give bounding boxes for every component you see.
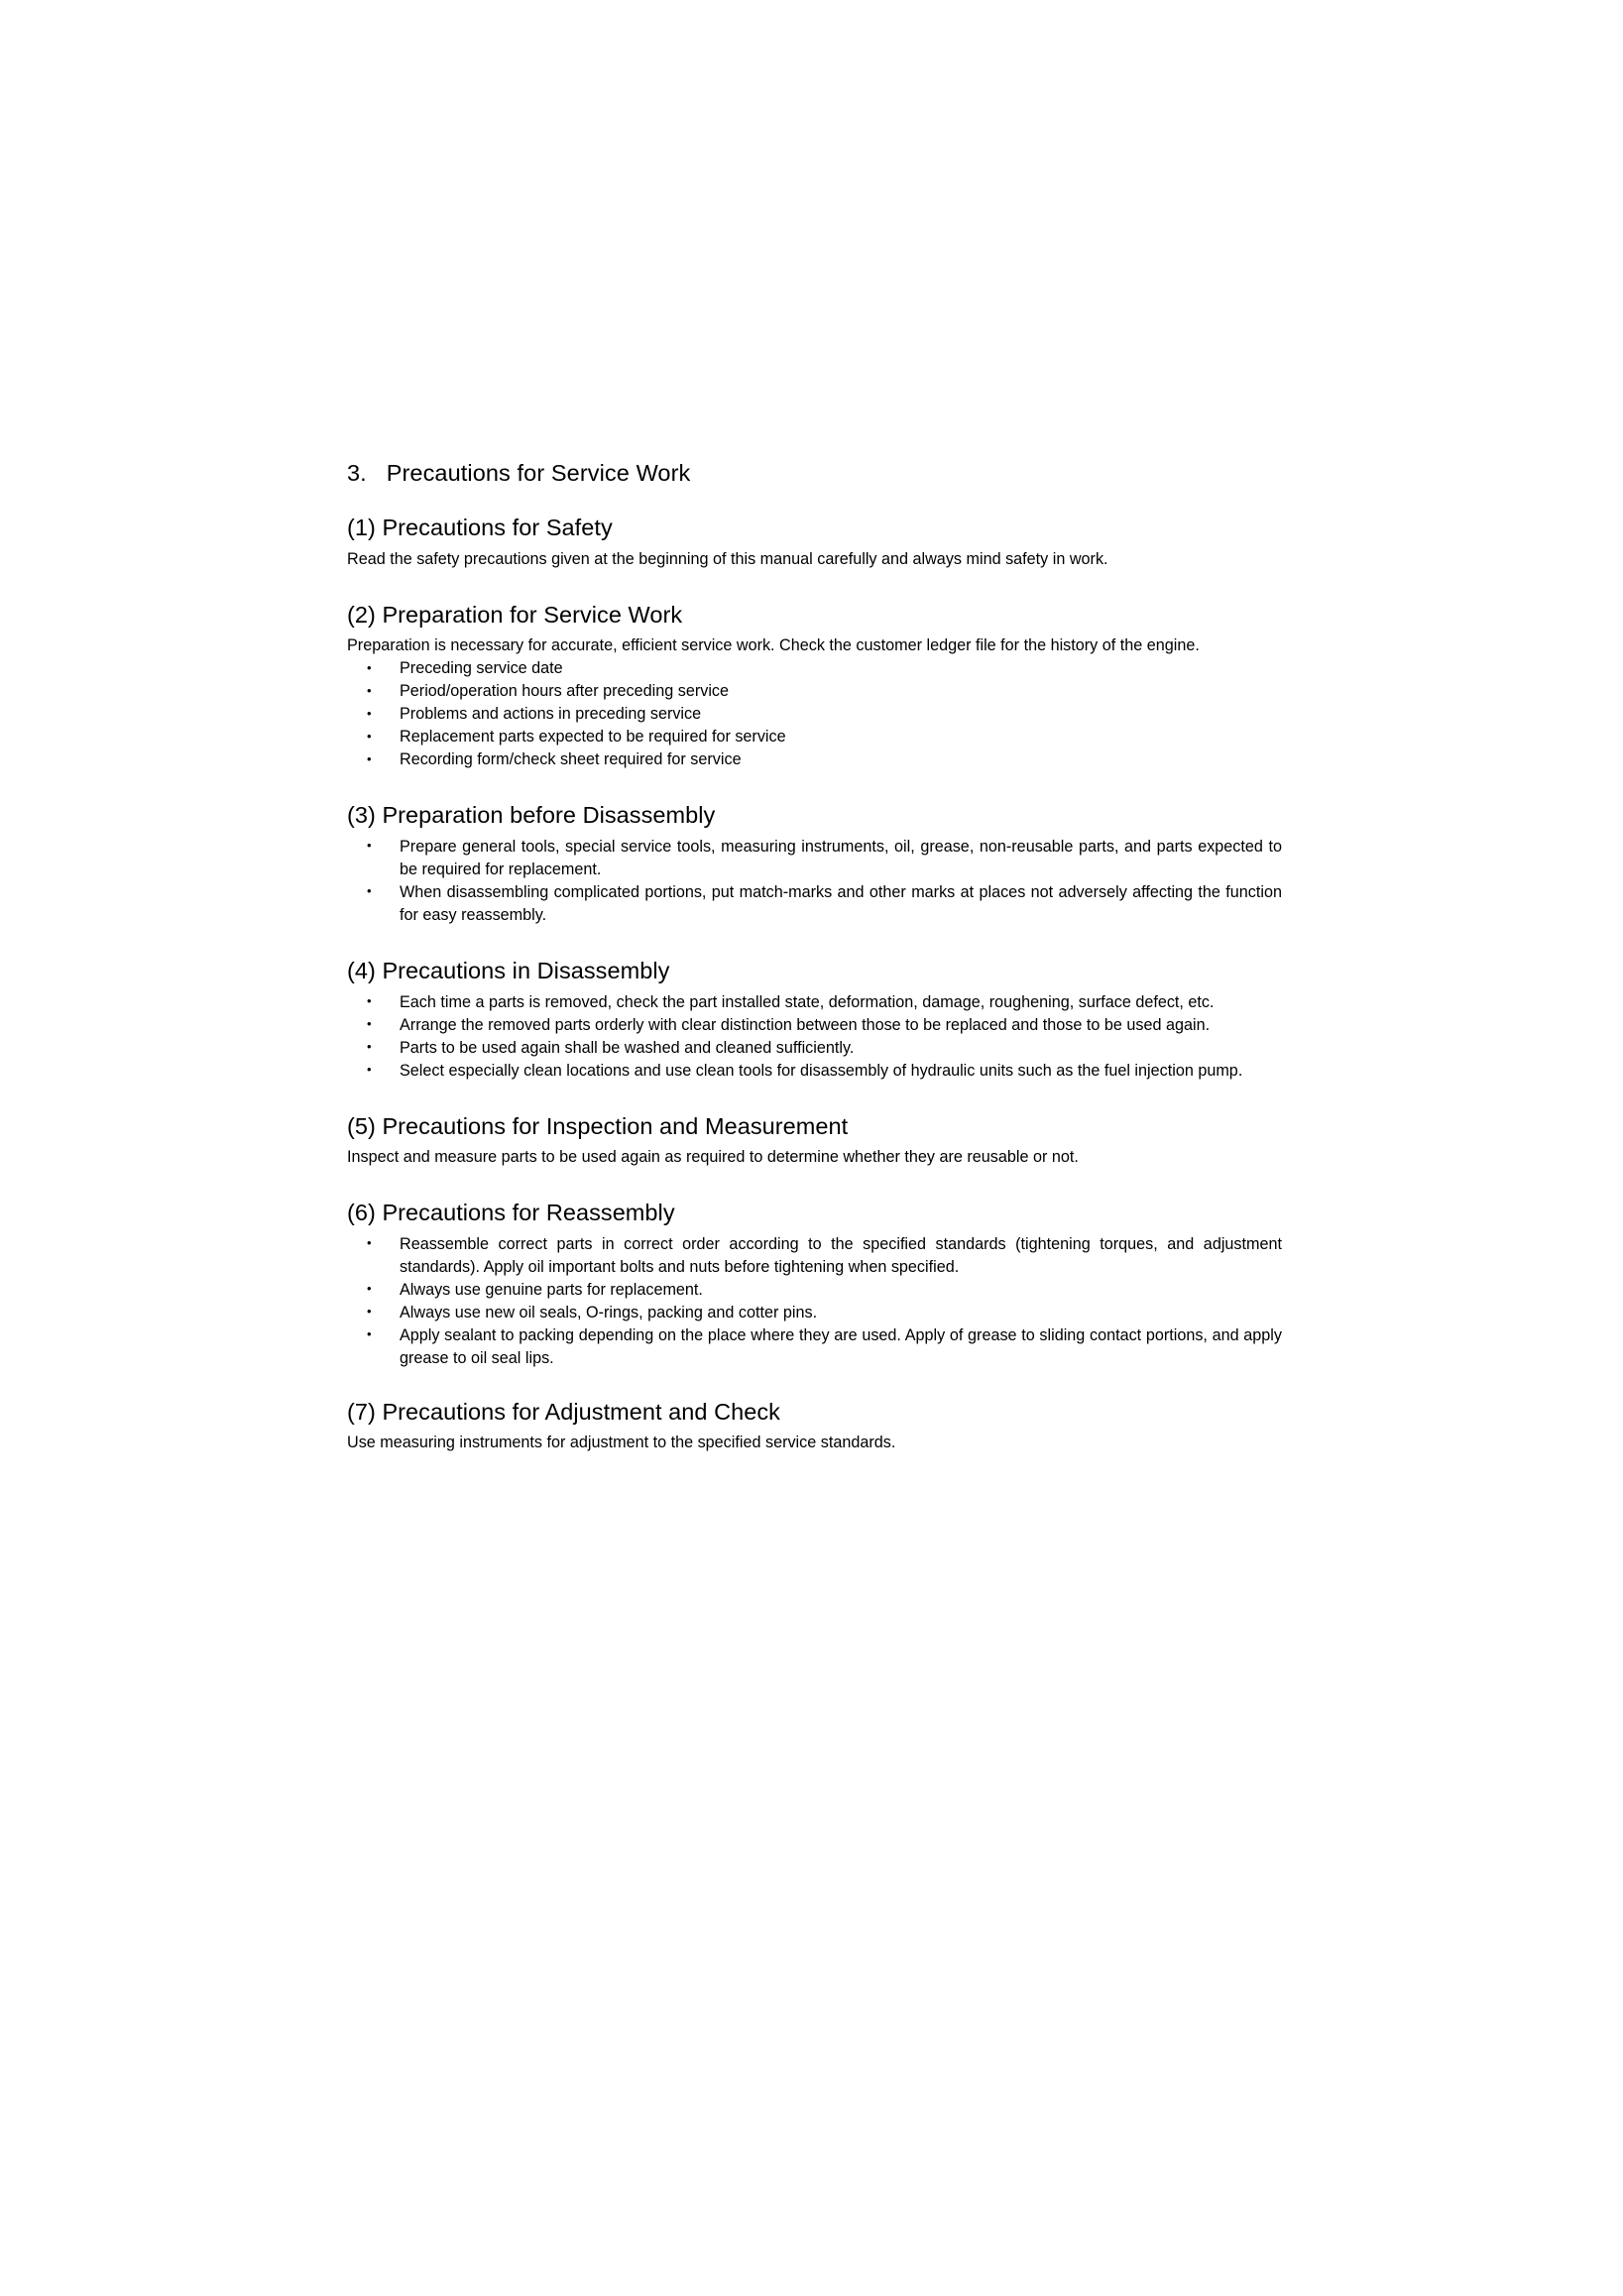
page-content [347, 458, 1282, 1454]
section-precautions-for-reassembly [347, 1199, 1282, 1370]
list-item: • Select especially clean locations and use clean tools for disassembly of hydraulic units such as the fuel injection pump. [367, 1060, 1282, 1083]
chapter-title-text: Precautions for Service Work [386, 460, 691, 486]
section-spacer [347, 1083, 1282, 1112]
section-spacer [347, 1370, 1282, 1398]
chapter-number: 3. [347, 460, 367, 486]
page-title [347, 458, 1282, 488]
section-heading: (5) Precautions for Inspection and Measurement [347, 1112, 849, 1139]
section-preparation-for-service-work [347, 601, 1282, 772]
section-body: Preparation is necessary for accurate, efficient service work. Check the customer ledger file for the history of the engine. [347, 636, 1200, 655]
section-precautions-for-inspection-and-measurement [347, 1112, 1282, 1170]
section-spacer [347, 571, 1282, 601]
list-item: • Always use new oil seals, O-rings, packing and cotter pins. [367, 1302, 1282, 1324]
bullet-list [347, 657, 1282, 771]
bullet-list [347, 991, 1282, 1083]
section-body: Read the safety precautions given at the beginning of this manual carefully and always mind safety in work. [347, 549, 1108, 568]
section-spacer [347, 1169, 1282, 1199]
section-spacer [347, 771, 1282, 801]
section-heading: (6) Precautions for Reassembly [347, 1200, 675, 1226]
list-item: • Problems and actions in preceding service [367, 703, 1282, 726]
section-body: Use measuring instruments for adjustment to the specified service standards. [347, 1434, 896, 1452]
section-heading: (1) Precautions for Safety [347, 515, 613, 541]
bullet-list [347, 836, 1282, 927]
bullet-list [347, 1233, 1282, 1370]
list-item: • Reassemble correct parts in correct order according to the specified standards (tightening torques, and adjustment standards). Apply oil important bolts and nuts before tightening when specified. [367, 1233, 1282, 1279]
section-spacer [347, 927, 1282, 957]
list-item: • Replacement parts expected to be required for service [367, 726, 1282, 748]
section-precautions-in-disassembly [347, 957, 1282, 1083]
list-item: • Each time a parts is removed, check the part installed state, deformation, damage, roughening, surface defect, etc. [367, 991, 1282, 1014]
section-heading: (7) Precautions for Adjustment and Check [347, 1398, 780, 1425]
section-body: Inspect and measure parts to be used again as required to determine whether they are reusable or not. [347, 1148, 1079, 1167]
list-item: • When disassembling complicated portions, put match-marks and other marks at places not adversely affecting the function for easy reassembly. [367, 881, 1282, 927]
list-item: • Always use genuine parts for replacement. [367, 1279, 1282, 1302]
list-item: • Prepare general tools, special service tools, measuring instruments, oil, grease, non-reusable parts, and parts expected to be required for replacement. [367, 836, 1282, 881]
section-precautions-for-safety [347, 514, 1282, 571]
section-preparation-before-disassembly [347, 801, 1282, 927]
list-item: • Apply sealant to packing depending on the place where they are used. Apply of grease to sliding contact portions, and apply grease to oil seal lips. [367, 1324, 1282, 1370]
list-item: • Recording form/check sheet required for service [367, 748, 1282, 771]
section-heading: (2) Preparation for Service Work [347, 601, 683, 628]
list-item: • Period/operation hours after preceding service [367, 680, 1282, 703]
section-precautions-for-adjustment-and-check [347, 1398, 1282, 1455]
list-item: • Parts to be used again shall be washed and cleaned sufficiently. [367, 1037, 1282, 1060]
section-heading: (4) Precautions in Disassembly [347, 957, 670, 983]
list-item: • Preceding service date [367, 657, 1282, 680]
list-item: • Arrange the removed parts orderly with clear distinction between those to be replaced and those to be used again. [367, 1014, 1282, 1037]
section-heading: (3) Preparation before Disassembly [347, 802, 716, 829]
